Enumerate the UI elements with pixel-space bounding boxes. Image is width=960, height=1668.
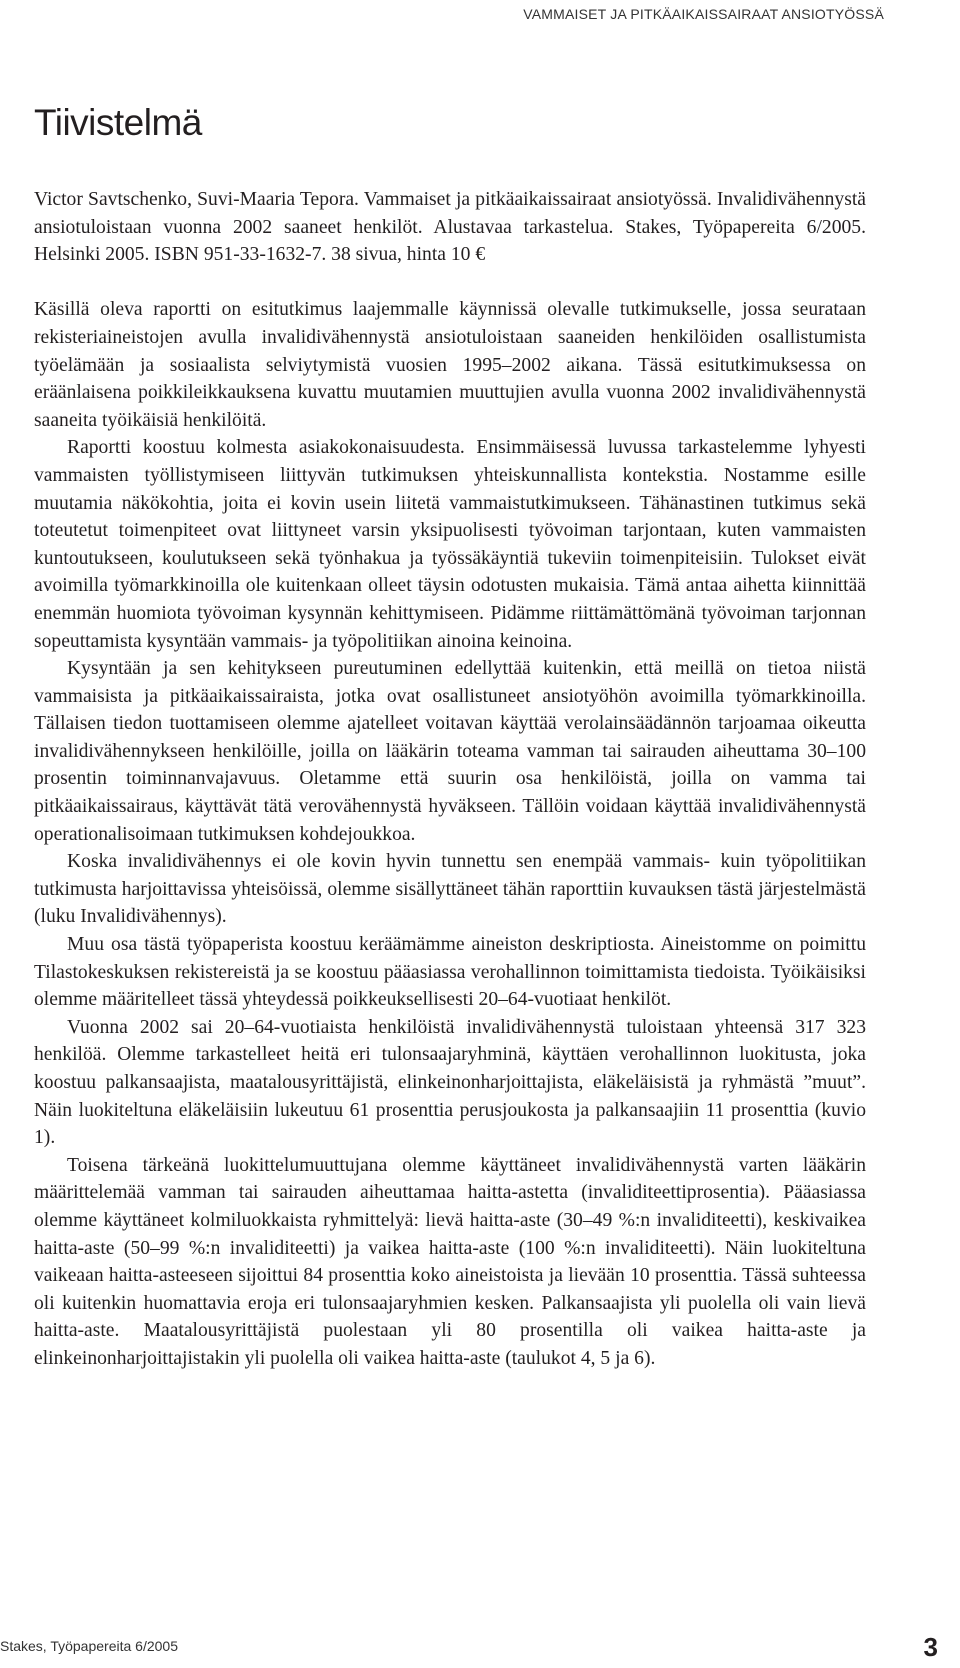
running-header: VAMMAISET JA PITKÄAIKAISSAIRAAT ANSIOTYÖSSÄ — [523, 6, 884, 22]
citation-paragraph: Victor Savtschenko, Suvi-Maaria Tepora. Vammaiset ja pitkäaikaissairaat ansiotyössä. Invalidivähennystä ansiotuloistaan vuonna 2002 saaneet henkilöt. Alustavaa tarkastelua. Stakes, Työpapereita 6/2005. Helsinki 2005. ISBN 951-33-1632-7. 38 sivua, hinta 10 € — [34, 189, 866, 266]
paragraph-2: Raportti koostuu kolmesta asiakokonaisuudesta. Ensimmäisessä luvussa tarkastelemme lyhyesti vammaisten työllistymiseen liittyvän tutkimuksen yhteiskunnallista kontekstia. Nostamme esille muutamia näkökohtia, joita ei kovin usein liitetä vammaistutkimukseen. Tähänastinen tutkimus sekä toteutetut toimenpiteet ovat liittyneet varsin yksipuolisesti työvoiman tarjontaan, kuten vammaisten kuntoutukseen, koulutukseen sekä työnhakua ja työssäkäyntiä tukeviin toimenpiteisiin. Tulokset eivät avoimilla työmarkkinoilla ole kuitenkaan olleet täysin odotusten mukaisia. Tämä antaa aihetta kiinnittää enemmän huomiota työvoiman kysynnän kehittymiseen. Pidämme riittämättömänä työvoiman tarjonnan sopeuttamista kysyntään vammais- ja työpolitiikan ainoina keinoina. — [34, 437, 866, 652]
paragraph-5: Muu osa tästä työpaperista koostuu keräämämme aineiston deskriptiosta. Aineistomme on poimittu Tilastokeskuksen rekistereistä ja se koostuu pääasiassa verohallinnon toimittamista tiedoista. Työikäisiksi olemme määritelleet tässä yhteydessä poikkeuksellisesti 20–64-vuotiaat henkilöt. — [34, 934, 866, 1011]
footer-publication: Stakes, Työpapereita 6/2005 — [0, 1638, 178, 1654]
paragraph-1: Käsillä oleva raportti on esitutkimus laajemmalle käynnissä olevalle tutkimukselle, jossa seurataan rekisteriaineistojen avulla invalidivähennystä ansiotuloistaan saaneiden henkilöiden osallistumista työelämään ja sosiaalista selviytymistä vuosien 1995–2002 aikana. Tässä esitutkimuksessa on eräänlaisena poikkileikkauksena kuvattu muutamien muuttujien avulla vuonna 2002 invalidivähennystä saaneita työikäisiä henkilöitä. — [34, 299, 866, 431]
page-title: Tiivistelmä — [34, 102, 202, 143]
paragraph-3: Kysyntään ja sen kehitykseen pureutuminen edellyttää kuitenkin, että meillä on tietoa niistä vammaisista ja pitkäaikaissairaista, jotka ovat osallistuneet ansiotyöhön avoimilla työmarkkinoilla. Tällaisen tiedon tuottamiseen olemme ajatelleet voitavan käyttää verolainsäädännön tarjoamaa oikeutta invalidivähennykseen henkilöille, joilla on lääkärin toteama vamman tai sairauden aiheuttama 30–100 prosentin toiminnanvajavuus. Oletamme että suurin osa henkilöistä, joilla on vamma tai pitkäaikaissairaus, käyttävät tätä verovähennystä hyväkseen. Tällöin voidaan käyttää invalidivähennystä operationalisoimaan tutkimuksen kohdejoukkoa. — [34, 658, 866, 845]
paragraph-4: Koska invalidivähennys ei ole kovin hyvin tunnettu sen enempää vammais- kuin työpolitiikan tutkimusta harjoittavissa yhteisöissä, olemme sisällyttäneet tähän raporttiin kuvauksen tästä järjestelmästä (luku Invalidivähennys). — [34, 851, 866, 928]
body-text — [34, 186, 866, 1373]
paragraph-7: Toisena tärkeänä luokittelumuuttujana olemme käyttäneet invalidivähennystä varten lääkärin määrittelemää vamman tai sairauden aiheuttamaa haitta-astetta (invaliditeettiprosentia). Pääasiassa olemme käyttäneet kolmiluokkaista ryhmittelyä: lievä haitta-aste (30–49 %:n invaliditeetti), keskivaikea haitta-aste (50–99 %:n invaliditeetti) ja vaikea haitta-aste (100 %:n invaliditeetti). Näin luokiteltuna vaikeaan haitta-asteeseen sijoittui 84 prosenttia koko aineistoista ja lievään 10 prosenttia. Tässä suhteessa oli kuitenkin huomattavia eroja eri tulonsaajaryhmien kesken. Palkansaajista yli puolella oli vain lievä haitta-aste. Maatalousyrittäjistä puolestaan yli 80 prosentilla oli vaikea haitta-aste ja elinkeinonharjoittajistakin yli puolella oli vaikea haitta-aste (taulukot 4, 5 ja 6). — [34, 1154, 866, 1369]
page-number: 3 — [923, 1632, 938, 1662]
paragraph-6: Vuonna 2002 sai 20–64-vuotiaista henkilöistä invalidivähennystä tuloistaan yhteensä 317 323 henkilöä. Olemme tarkastelleet heitä eri tulonsaajaryhminä, käyttäen verohallinnon luokitusta, joka koostuu palkansaajista, maatalousyrittäjistä, elinkeinonharjoittajista, eläkeläisistä ja ryhmästä ”muut”. Näin luokiteltuna eläkeläisiin lukeutuu 61 prosenttia perusjoukosta ja palkansaajiin 11 prosenttia (kuvio 1). — [34, 1016, 866, 1149]
